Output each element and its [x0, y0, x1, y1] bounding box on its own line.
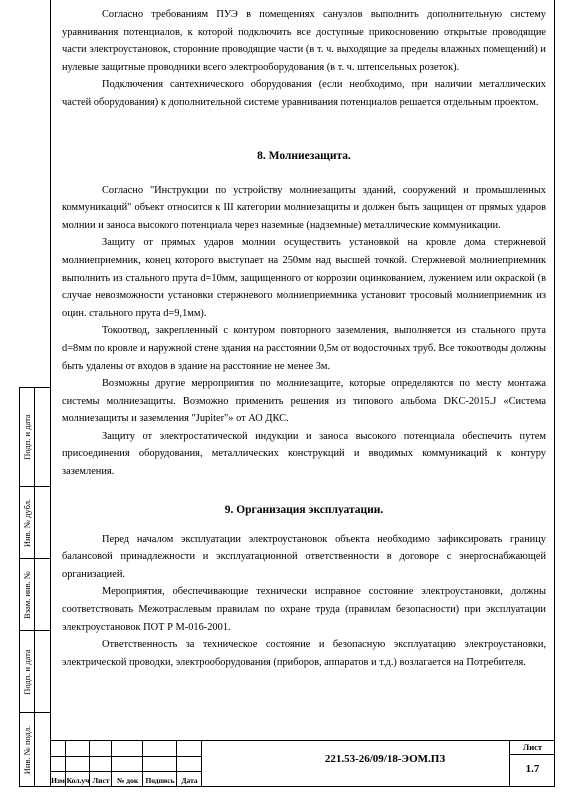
section-heading: 9. Организация эксплуатации. [224, 503, 384, 516]
column-list: Лист [92, 776, 110, 785]
side-stamp-sign-date-2: Подп. и дата [19, 631, 50, 713]
sheet-number: 1.7 [525, 763, 540, 775]
paragraph: Согласно требованиям ПУЭ в помещениях санузлов выполнить дополнительную систему уравнивания потенциалов, к которой подключить все доступные прикосновению открытые проводящие части электроустановок, сторонние проводящие части (в т. ч. выходящие за пределы влажных помещений) и нулевые защитные проводники всего электрооборудования (в т. ч. штепсельных розеток). [62, 9, 546, 73]
side-stamp-inv-podl: Инв. № подл. [19, 713, 50, 787]
column-kol-uch: Кол.уч [66, 776, 90, 785]
title-block [50, 740, 555, 787]
paragraph: Согласно "Инструкции по устройству молниезащиты зданий, сооружений и промышленных коммуникаций" объект относится к III категории молниезащиты и должен быть защищен от прямых ударов молнии и заноса высокого потенциала через наземные (надземные) металлические коммуникации. [62, 184, 546, 231]
paragraph: Подключения сантехнического оборудования (если необходимо, при наличии металлических частей оборудования) к дополнительной системе уравнивания потенциалов решается отдельным проектом. [62, 79, 546, 108]
section-heading: 8. Молниезащита. [257, 149, 351, 162]
column-izm: Изм [51, 776, 65, 785]
paragraph: Возможны другие мерроприятия по молниезащите, которые определяются по месту монтажа системы молниезащиты. Возможно применить решения из типового альбома DKC-2015.J «Система молниезащиты и заземления "Jupiter"» от АО ДКС. [62, 378, 546, 425]
side-stamp-sign-date-1: Подп. и дата [19, 387, 50, 487]
paragraph: Мероприятия, обеспечивающие технически исправное состояние электроустановки, должны соответствовать Межотраслевым правилам по охране труда (правилам безопасности) при эксплуатации электроустановок ПОТ Р М-016-2001. [62, 586, 546, 633]
side-stamp-vzam-inv: Взам. инв. № [19, 559, 50, 631]
paragraph: Защиту от прямых ударов молнии осуществить установкой на кровле дома стержневой молниеприемник, конец которого выступает на 250мм над высшей точкой. Стержневой молниеприемник выполнить из стального прута d=10мм, защищенного от коррозии оцинкованием, лужением или окраской (в случае невозможности установки стержневого молниеприемника установит тросовый молниеприемник из оцин. стального прута d=9,1мм). [62, 237, 546, 319]
sheet-label: Лист [522, 742, 543, 752]
paragraph: Перед началом эксплуатации электроустановок объекта необходимо зафиксировать границу балансовой принадлежности и эксплуатационной ответственности в договоре с энергоснабжающей организацией. [62, 533, 546, 580]
column-date: Дата [181, 776, 198, 785]
document-body [62, 6, 546, 671]
document-code: 221.53-26/09/18-ЭОМ.ПЗ [324, 753, 446, 765]
column-signature: Подпись [145, 776, 175, 785]
column-doc-number: № док [116, 776, 139, 785]
paragraph: Ответственность за техническое состояние и безопасную эксплуатацию электроустановки, электрической проводки, электрооборудования (приборов, аппаратов и т.д.) возлагается на Потребителя. [62, 639, 546, 668]
paragraph: Защиту от электростатической индукции и заноса высокого потенциала обеспечить путем присоединения оборудования, металлических конструкций и вводимых коммуникаций к контуру заземления. [62, 430, 546, 478]
side-stamp-inv-dubl: Инв. № дубл. [19, 487, 50, 559]
paragraph: Токоотвод, закрепленный с контуром повторного заземления, выполняется из стального прута d=8мм по кровле и наружной стене здания на расстоянии 0,5м от водосточных труб. Все токоотводы должны быть удалены от входов в здание на расстояние не менее 3м. [62, 325, 546, 372]
